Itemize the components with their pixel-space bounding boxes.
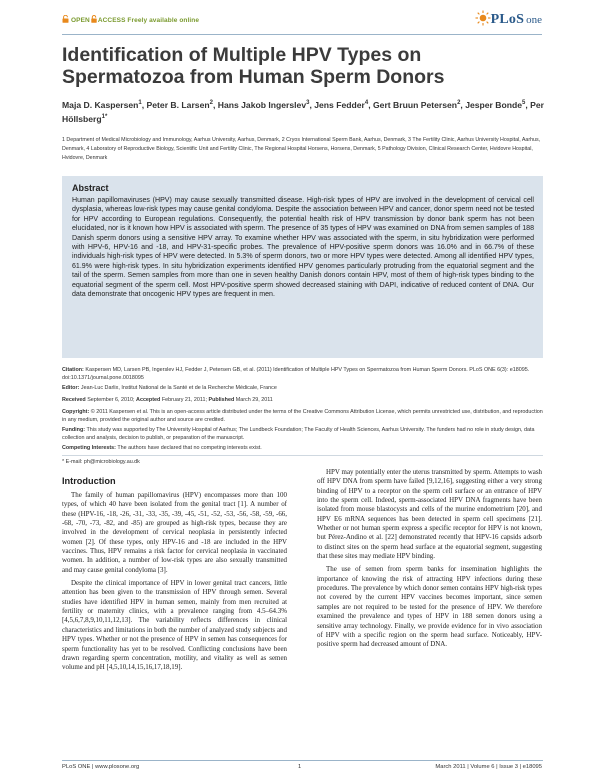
logo-plos-text: PLoS — [490, 12, 525, 27]
body-paragraph: HPV may potentially enter the uterus transmitted by sperm. Attempts to wash off HPV DNA from sperm have failed [9,12,16], suggesting either a very strong binding of HPV to a receptor on the sperm cell surface or an entrance of HPV into the sperm cell. Indeed, sperm-associated HPV DNA fragments have been isolated from mouse blastocysts and cells of the murine endometrium [20], and HPV E6 mRNA sequences has been detected in sperm cell specimens [21]. Whether or not human sperm express a specific receptor for HPV is not known, but Pérez-Andino et al. [22] demonstrated recently that HPV-16 capsids adsorb to distinct sites on the sperm head surface at the equatorial segment, suggesting that these sites may mediate HPV binding. — [317, 468, 542, 561]
affiliations: 1 Department of Medical Microbiology and Immunology, Aarhus University, Aarhus, Denmark, 2 Cryos International Sperm Bank, Aarhus, Denmark, 3 The Fertility Clinic, Aarhus University Hospital, Aarhus, Denmark, 4 Laboratory of Reproductive Biology, Scientific Unit and Fertility Clinic, The Regional Hospital Horsens, Horsens, Denmark, 5 Pathology Division, Clinical Research Center, Hvidovre Hospital, Hvidovre, Denmark — [62, 137, 541, 161]
header-rule — [62, 34, 542, 35]
received-label: Received — [62, 397, 86, 403]
journal-header — [62, 12, 542, 34]
left-column — [62, 491, 287, 673]
author-name: Hans Jakob Ingerslev — [217, 99, 307, 110]
body-paragraph: The family of human papillomavirus (HPV) encompasses more than 100 types, of which 40 have been isolated from the genital tract [1]. A number of these (HPV-16, -18, -26, -31, -33, -35, -39, -45, -51, -52, -53, -56, -58, -59, -66, -68, -70, -73, -82, and -85) are grouped as high-risk types, because they are involved in the development of cervical neoplasia in persistently infected women [2]. Of these types, only HPV-16 and -18 are included in the HPV vaccines. Thus, HPV remains a risk factor for cervical neoplasia in vaccinated women. In addition, a number of low-risk types are also sexually transmitted and may cause genital condyloma [3]. — [62, 491, 287, 574]
funding-label: Funding: — [62, 427, 86, 433]
abstract-heading: Abstract — [72, 183, 109, 193]
abstract-text: Human papillomaviruses (HPV) may cause sexually transmitted disease. High-risk types of HPV are involved in the development of cervical cell dysplasia, whereas low-risk types may cause genital condyloma. Despite the association between HPV and cancer, donor sperm need not be tested for HPV according to European regulations. Consequently, the potential health risk of HPV transmission by donor bank sperm has not been elucidated, nor is it known how HPV is associated with sperm. The presence of 35 types of HPV was examined on DNA from semen samples of 188 Danish sperm donors using a sensitive HPV array. To examine whether HPV was associated with the sperm, in situ hybridization were performed with HPV-6, HPV-16 and -18, and HPV-31-specific probes. The prevalence of HPV-positive sperm donors was 16.0% and in 66.7% of these individuals high-risk types of HPV were detected. In 5.3% of sperm donors, two or more HPV types were detected. Among all identified HPV types, 61.9% were high-risk types. In situ hybridization experiments identified HPV genomes particularly protruding from the equatorial segment and the tail of the sperm. Semen samples from more than one in seven healthy Danish donors contain HPV, most of them of high-risk types binding to the equatorial segment of the sperm cell. Most HPV-positive sperm showed decreased staining with DAPI, indicative of reduced content of DNA. Our data demonstrate that oncogenic HPV types are frequent in men. — [72, 197, 534, 299]
open-access-banner — [62, 15, 199, 24]
author-affiliation-mark: 3 — [306, 100, 310, 106]
author-affiliation-mark: 2 — [209, 100, 213, 106]
citation — [62, 366, 544, 382]
author-name: Per Höllsberg — [62, 99, 545, 125]
plos-sun-icon — [475, 10, 491, 26]
editor-label: Editor: — [62, 385, 80, 391]
open-access-lock-icon — [91, 15, 97, 23]
author-affiliation-mark: 5 — [522, 100, 526, 106]
editor — [62, 384, 544, 392]
body-paragraph: The use of semen from sperm banks for insemination highlights the importance of knowing the risk of attracting HPV infections during these procedures. The prevalence by which donor semen contains HPV high-risk types not covered by the current HPV vaccines becomes important, since semen samples are not required to be tested for the presence of HPV. We therefore examined the prevalence and types of HPV in 188 semen donors using a sensitive array technology. Finally, we provide evidence for in vivo association of HPV with a specific region on the sperm head surface. Noticeably, HPV-positive sperm had decreased amount of DNA. — [317, 565, 542, 649]
published-label: Published — [208, 397, 235, 403]
abstract-box — [62, 176, 543, 358]
open-access-lock-icon — [62, 15, 69, 23]
copyright-text: © 2011 Kaspersen et al. This is an open-access article distributed under the terms of the Creative Commons Attribution License, which permits unrestricted use, distribution, and reproduction in any medium, provided the original author and source are credited. — [62, 409, 543, 423]
right-column — [317, 468, 542, 650]
footer-page-number: 1 — [298, 764, 302, 770]
competing-interests — [62, 444, 544, 452]
dates — [62, 396, 544, 404]
copyright — [62, 408, 544, 424]
author-name: Gert Bruun Petersen — [373, 99, 458, 110]
copyright-label: Copyright: — [62, 409, 90, 415]
author-affiliation-mark: 1 — [138, 100, 142, 106]
footer-rule — [62, 760, 543, 761]
received-date: September 6, 2010; — [87, 397, 135, 403]
logo-one-text: one — [526, 14, 542, 26]
editor-text: Jean-Luc Darlix, Institut National de la Santé et de la Recherche Médicale, France — [80, 385, 277, 391]
author-affiliation-mark: 2 — [457, 100, 461, 106]
author-list: Maja D. Kaspersen$^1$, Peter B. Larsen$^2$, Hans Jakob Ingerslev$^3$, Jens Fedder$^4$, Gert Bruun Petersen$^2$, Jesper Bonde$^5$, Per Höllsberg$^{1*}$ — [62, 99, 545, 125]
published-date: March 29, 2011 — [235, 397, 273, 403]
author-name: Peter B. Larsen — [146, 99, 210, 110]
author-affiliation-mark: 1* — [101, 114, 108, 121]
article-title: Identification of Multiple HPV Types on Spermatozoa from Human Sperm Donors — [62, 44, 445, 88]
funding-text: This study was supported by The University Hospital of Aarhus; The Lundbeck Foundation; The Faculty of Health Sciences, Aarhus University. The funders had no role in study design, data collection and analysis, decision to publish, or preparation of the manuscript. — [62, 427, 535, 441]
introduction-heading: Introduction — [62, 476, 116, 486]
body-paragraph: Despite the clinical importance of HPV in lower genital tract cancers, little attention has been given to the transmission of HPV through semen. Several studies have identified HPV in human semen, mainly from men recruited at fertility or maternity clinics, with a prevalence ranging from 4.5–64.3% [4,5,6,7,8,9,10,11,12,13]. The variability reflects differences in clinical characteristics and limitations in both the number of analyzed study subjects and HPV types. Whether or not the presence of HPV in semen has consequences for sperm functionality has yet to be resolved. Conflicting conclusions have been drawn regarding sperm concentration, motility, and vitality as well as semen volume and pH [4,5,10,14,15,16,17,18,19]. — [62, 579, 287, 672]
open-access-word: OPEN — [71, 17, 90, 24]
author-affiliation-mark: 4 — [364, 100, 369, 106]
accepted-label: Accepted — [136, 397, 161, 403]
meta-divider — [62, 455, 543, 456]
author-name: Maja D. Kaspersen — [62, 99, 139, 110]
citation-text: Kaspersen MD, Larsen PB, Ingerslev HJ, Fedder J, Petersen GB, et al. (2011) Identification of Multiple HPV Types on Spermatozoa from Human Sperm Donors. PLoS ONE 6(3): e18095. doi:10.1371/journal.pone.0018095 — [62, 367, 530, 381]
competing-text: The authors have declared that no competing interests exist. — [117, 445, 262, 451]
plos-one-logo — [475, 10, 542, 30]
author-name: Jens Fedder — [314, 99, 365, 110]
citation-label: Citation: — [62, 367, 84, 373]
corresponding-email: * E-mail: ph@microbiology.au.dk — [62, 459, 140, 465]
footer-journal: PLoS ONE | www.plosone.org — [62, 764, 140, 770]
accepted-date: February 21, 2011; — [161, 397, 207, 403]
competing-label: Competing Interests: — [62, 445, 116, 451]
open-access-tagline: ACCESS Freely available online — [97, 17, 200, 24]
footer-issue: March 2011 | Volume 6 | Issue 3 | e18095 — [435, 764, 542, 770]
author-name: Jesper Bonde — [465, 99, 523, 110]
funding — [62, 426, 544, 442]
